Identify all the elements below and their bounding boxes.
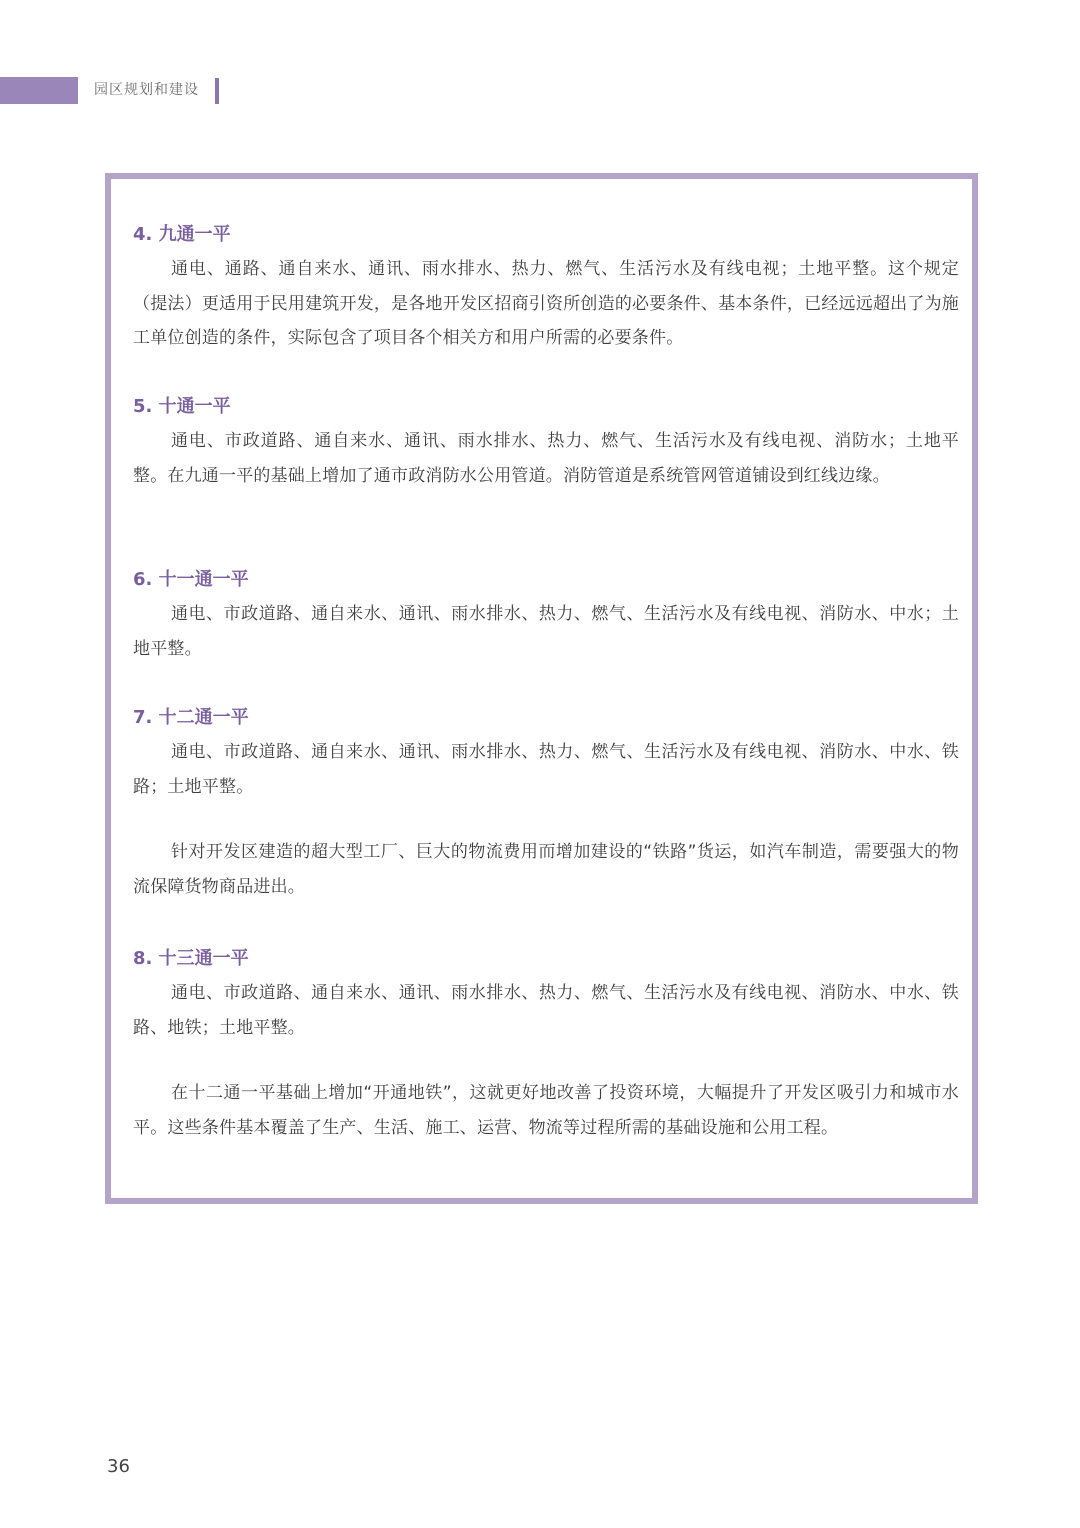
section-heading: 4. 九通一平 (133, 224, 231, 245)
section-4 (133, 223, 959, 356)
section-heading: 6. 十一通一平 (133, 569, 249, 590)
header-color-tab (0, 77, 78, 104)
section-heading: 5. 十通一平 (133, 396, 231, 417)
section-8-note (133, 1076, 959, 1145)
section-paragraph: 通电、市政道路、通自来水、通讯、雨水排水、热力、燃气、生活污水及有线电视、消防水；土地平整。在九通一平的基础上增加了通市政消防水公用管道。消防管道是系统管网管道铺设到红线边缘。 (133, 431, 959, 486)
section-heading: 7. 十二通一平 (133, 707, 249, 728)
section-paragraph: 通电、通路、通自来水、通讯、雨水排水、热力、燃气、生活污水及有线电视；土地平整。这个规定（提法）更适用于民用建筑开发，是各地开发区招商引资所创造的必要条件、基本条件，已经远远超出了为施工单位创造的条件，实际包含了项目各个相关方和用户所需的必要条件。 (133, 259, 959, 348)
section-heading: 8. 十三通一平 (133, 948, 249, 969)
section-8 (133, 947, 959, 1045)
section-paragraph: 通电、市政道路、通自来水、通讯、雨水排水、热力、燃气、生活污水及有线电视、消防水、中水、铁路、地铁；土地平整。 (133, 983, 959, 1038)
header-divider-bar (215, 78, 219, 104)
running-header-title: 园区规划和建设 (94, 82, 199, 98)
section-5 (133, 395, 959, 493)
section-paragraph: 通电、市政道路、通自来水、通讯、雨水排水、热力、燃气、生活污水及有线电视、消防水、中水、铁路；土地平整。 (133, 742, 959, 797)
note-paragraph: 针对开发区建造的超大型工厂、巨大的物流费用而增加建设的“铁路”货运，如汽车制造，需要强大的物流保障货物商品进出。 (133, 842, 959, 897)
page-number: 36 (107, 1456, 130, 1477)
content-frame (105, 173, 978, 1204)
section-7 (133, 706, 959, 804)
note-paragraph: 在十二通一平基础上增加“开通地铁”，这就更好地改善了投资环境，大幅提升了开发区吸引力和城市水平。这些条件基本覆盖了生产、生活、施工、运营、物流等过程所需的基础设施和公用工程。 (133, 1083, 959, 1138)
section-paragraph: 通电、市政道路、通自来水、通讯、雨水排水、热力、燃气、生活污水及有线电视、消防水、中水；土地平整。 (133, 604, 959, 659)
section-7-note (133, 835, 959, 904)
section-6 (133, 568, 959, 666)
